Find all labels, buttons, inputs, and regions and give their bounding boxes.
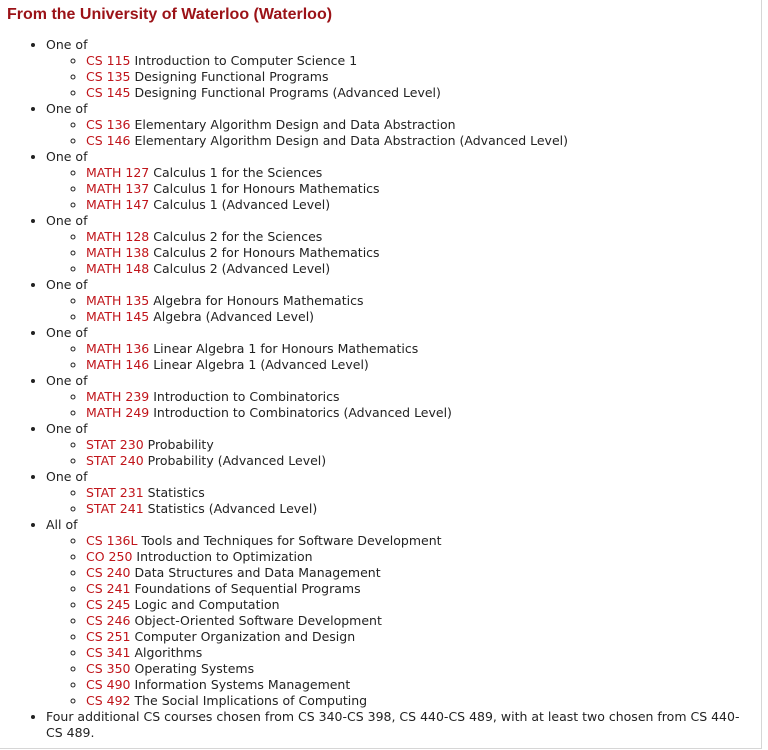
course-item [86, 661, 752, 677]
course-code-link[interactable]: STAT 231 [86, 485, 144, 500]
course-item [86, 245, 752, 261]
course-code-link[interactable]: CS 350 [86, 661, 131, 676]
course-title: Algorithms [134, 645, 203, 660]
course-code-link[interactable]: STAT 241 [86, 501, 144, 516]
course-code-link[interactable]: STAT 240 [86, 453, 144, 468]
group-label: One of [46, 469, 88, 484]
group-label: All of [46, 517, 78, 532]
course-item [86, 405, 752, 421]
group-label: One of [46, 325, 88, 340]
course-title: Elementary Algorithm Design and Data Abstraction [134, 117, 456, 132]
group-label: One of [46, 149, 88, 164]
course-code-link[interactable]: MATH 128 [86, 229, 150, 244]
course-item [86, 309, 752, 325]
course-code-link[interactable]: MATH 135 [86, 293, 150, 308]
course-item [86, 389, 752, 405]
course-title: Introduction to Combinatorics (Advanced Level) [153, 405, 452, 420]
course-list [46, 53, 752, 101]
course-list [46, 533, 752, 709]
course-code-link[interactable]: STAT 230 [86, 437, 144, 452]
course-item [86, 629, 752, 645]
course-title: Calculus 2 for Honours Mathematics [153, 245, 380, 260]
course-title: Logic and Computation [134, 597, 280, 612]
course-list [46, 341, 752, 373]
course-item [86, 357, 752, 373]
course-item [86, 341, 752, 357]
course-item [86, 165, 752, 181]
course-list [46, 389, 752, 421]
course-code-link[interactable]: CS 145 [86, 85, 131, 100]
course-title: Calculus 1 for the Sciences [153, 165, 323, 180]
course-item [86, 549, 752, 565]
course-item [86, 613, 752, 629]
course-code-link[interactable]: CO 250 [86, 549, 133, 564]
course-title: Operating Systems [134, 661, 255, 676]
course-item [86, 117, 752, 133]
course-code-link[interactable]: MATH 127 [86, 165, 150, 180]
course-item [86, 597, 752, 613]
course-item [86, 677, 752, 693]
course-code-link[interactable]: CS 492 [86, 693, 131, 708]
requirement-group [46, 421, 752, 469]
group-label: One of [46, 373, 88, 388]
course-code-link[interactable]: MATH 145 [86, 309, 150, 324]
course-title: Calculus 1 for Honours Mathematics [153, 181, 380, 196]
course-code-link[interactable]: MATH 136 [86, 341, 150, 356]
course-title: Probability (Advanced Level) [147, 453, 327, 468]
course-list [46, 117, 752, 149]
course-code-link[interactable]: CS 251 [86, 629, 131, 644]
course-list [46, 229, 752, 277]
course-code-link[interactable]: CS 135 [86, 69, 131, 84]
course-title: Object-Oriented Software Development [134, 613, 382, 628]
course-item [86, 485, 752, 501]
requirement-group [46, 101, 752, 149]
course-item [86, 565, 752, 581]
requirement-group [46, 325, 752, 373]
footer-note: • Four additional CS courses chosen from CS 340-CS 398, CS 440-CS 489, with at least two chosen from CS 440-CS 489. [46, 709, 752, 741]
course-code-link[interactable]: MATH 147 [86, 197, 150, 212]
course-title: Calculus 1 (Advanced Level) [153, 197, 331, 212]
course-code-link[interactable]: CS 241 [86, 581, 131, 596]
course-title: The Social Implications of Computing [134, 693, 368, 708]
course-code-link[interactable]: CS 136L [86, 533, 138, 548]
requirement-group [46, 469, 752, 517]
requirement-group [46, 149, 752, 213]
group-label: One of [46, 37, 88, 52]
requirement-group [46, 277, 752, 325]
course-title: Statistics [147, 485, 205, 500]
group-label: One of [46, 101, 88, 116]
group-label: One of [46, 421, 88, 436]
course-code-link[interactable]: CS 245 [86, 597, 131, 612]
course-code-link[interactable]: CS 136 [86, 117, 131, 132]
course-item [86, 581, 752, 597]
course-list [46, 293, 752, 325]
course-item [86, 645, 752, 661]
course-title: Introduction to Combinatorics [153, 389, 340, 404]
course-title: Tools and Techniques for Software Development [141, 533, 442, 548]
course-list [46, 437, 752, 469]
course-code-link[interactable]: MATH 249 [86, 405, 150, 420]
course-title: Calculus 2 for the Sciences [153, 229, 323, 244]
course-title: Calculus 2 (Advanced Level) [153, 261, 331, 276]
course-title: Designing Functional Programs (Advanced Level) [134, 85, 441, 100]
course-code-link[interactable]: MATH 148 [86, 261, 150, 276]
course-item [86, 437, 752, 453]
requirement-group [46, 213, 752, 277]
course-item [86, 229, 752, 245]
course-title: Introduction to Computer Science 1 [134, 53, 358, 68]
course-code-link[interactable]: CS 341 [86, 645, 131, 660]
course-item [86, 261, 752, 277]
course-code-link[interactable]: CS 490 [86, 677, 131, 692]
requirement-groups-list [0, 37, 752, 741]
course-item [86, 693, 752, 709]
course-code-link[interactable]: MATH 137 [86, 181, 150, 196]
course-code-link[interactable]: CS 146 [86, 133, 131, 148]
group-label: One of [46, 277, 88, 292]
course-title: Computer Organization and Design [134, 629, 356, 644]
course-item [86, 501, 752, 517]
course-title: Foundations of Sequential Programs [134, 581, 361, 596]
course-title: Algebra (Advanced Level) [153, 309, 315, 324]
group-label: One of [46, 213, 88, 228]
course-code-link[interactable]: CS 246 [86, 613, 131, 628]
course-title: Information Systems Management [134, 677, 351, 692]
course-title: Linear Algebra 1 (Advanced Level) [153, 357, 369, 372]
requirement-group [46, 37, 752, 101]
course-list [46, 165, 752, 213]
course-code-link[interactable]: CS 115 [86, 53, 131, 68]
course-title: Elementary Algorithm Design and Data Abstraction (Advanced Level) [134, 133, 568, 148]
course-title: Algebra for Honours Mathematics [153, 293, 364, 308]
course-item [86, 533, 752, 549]
course-title: Data Structures and Data Management [134, 565, 381, 580]
course-item [86, 53, 752, 69]
course-title: Designing Functional Programs [134, 69, 329, 84]
requirement-group [46, 373, 752, 421]
requirement-group [46, 517, 752, 709]
course-item [86, 293, 752, 309]
course-title: Introduction to Optimization [136, 549, 313, 564]
course-item [86, 133, 752, 149]
course-list [46, 485, 752, 517]
course-code-link[interactable]: CS 240 [86, 565, 131, 580]
course-title: Statistics (Advanced Level) [147, 501, 318, 516]
page-heading: From the University of Waterloo (Waterloo) [7, 6, 333, 23]
course-title: Probability [147, 437, 214, 452]
course-item [86, 197, 752, 213]
course-item [86, 85, 752, 101]
course-item [86, 453, 752, 469]
course-item [86, 181, 752, 197]
course-code-link[interactable]: MATH 146 [86, 357, 150, 372]
course-item [86, 69, 752, 85]
course-code-link[interactable]: MATH 239 [86, 389, 150, 404]
course-title: Linear Algebra 1 for Honours Mathematics [153, 341, 419, 356]
course-code-link[interactable]: MATH 138 [86, 245, 150, 260]
